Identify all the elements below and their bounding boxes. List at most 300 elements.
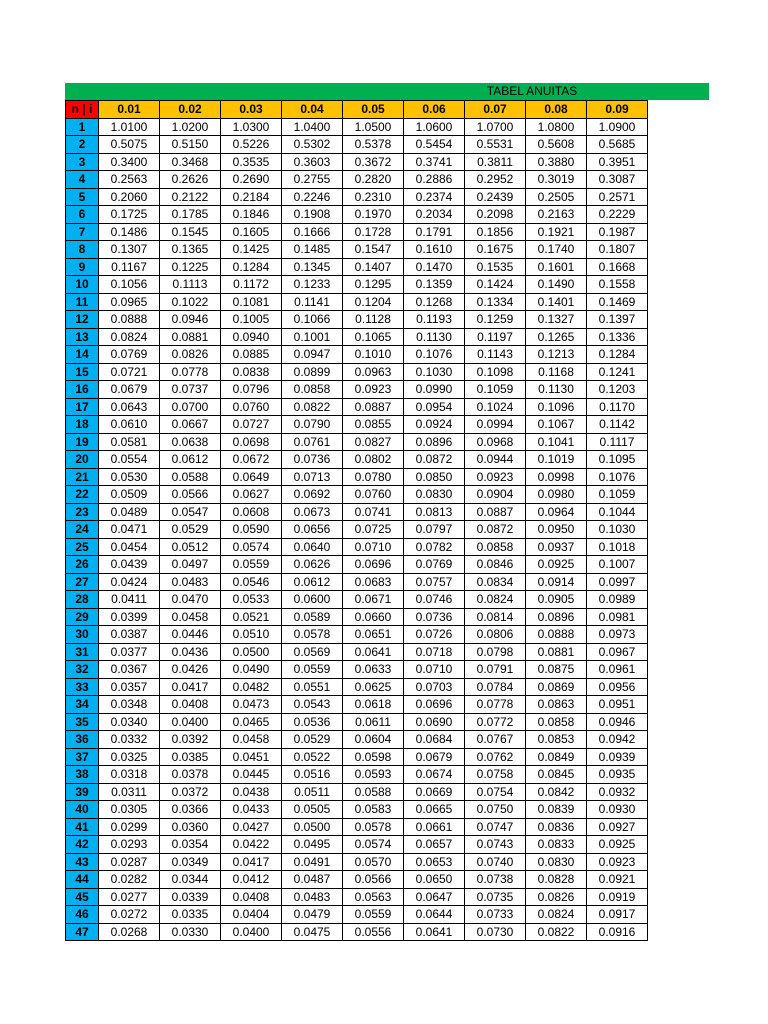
period-cell: 6 [66,206,99,224]
factor-cell: 0.1066 [282,311,343,329]
factor-cell: 0.3880 [526,153,587,171]
factor-cell: 0.0563 [343,888,404,906]
factor-cell: 0.0408 [160,696,221,714]
rate-header: 0.04 [282,101,343,119]
factor-cell: 0.0921 [587,871,648,889]
factor-cell: 0.1241 [587,363,648,381]
factor-cell: 0.0791 [465,661,526,679]
table-row [66,451,648,469]
factor-cell: 0.0600 [282,591,343,609]
factor-cell: 0.0747 [465,818,526,836]
table-body [66,118,648,941]
factor-cell: 0.2571 [587,188,648,206]
factor-cell: 0.1041 [526,433,587,451]
period-cell: 44 [66,871,99,889]
factor-cell: 0.2034 [404,206,465,224]
factor-cell: 0.1081 [221,293,282,311]
factor-cell: 0.0335 [160,906,221,924]
factor-cell: 0.0446 [160,626,221,644]
period-cell: 37 [66,748,99,766]
factor-cell: 0.3019 [526,171,587,189]
factor-cell: 0.1485 [282,241,343,259]
factor-cell: 0.0660 [343,608,404,626]
factor-cell: 0.1030 [587,521,648,539]
table-row [66,556,648,574]
factor-cell: 0.2163 [526,206,587,224]
factor-cell: 0.1056 [99,276,160,294]
factor-cell: 1.0500 [343,118,404,136]
factor-cell: 0.0612 [282,573,343,591]
factor-cell: 0.0625 [343,678,404,696]
factor-cell: 0.0940 [221,328,282,346]
period-cell: 35 [66,713,99,731]
period-cell: 11 [66,293,99,311]
factor-cell: 0.0578 [282,626,343,644]
factor-cell: 0.0546 [221,573,282,591]
factor-cell: 0.0937 [526,538,587,556]
table-row [66,853,648,871]
factor-cell: 0.0925 [587,836,648,854]
table-title: TABEL ANUITAS [486,84,578,98]
factor-cell: 0.0944 [465,451,526,469]
factor-cell: 0.2060 [99,188,160,206]
factor-cell: 0.0661 [404,818,465,836]
factor-cell: 0.0830 [404,486,465,504]
factor-cell: 0.0471 [99,521,160,539]
factor-cell: 0.1168 [526,363,587,381]
table-row [66,153,648,171]
table-row [66,521,648,539]
factor-cell: 0.0738 [465,871,526,889]
factor-cell: 0.0651 [343,626,404,644]
period-cell: 39 [66,783,99,801]
factor-cell: 0.0644 [404,906,465,924]
factor-cell: 0.0598 [343,748,404,766]
period-cell: 38 [66,766,99,784]
factor-cell: 0.2952 [465,171,526,189]
factor-cell: 0.0806 [465,626,526,644]
factor-cell: 0.0348 [99,696,160,714]
factor-cell: 0.0853 [526,731,587,749]
period-cell: 43 [66,853,99,871]
period-cell: 13 [66,328,99,346]
factor-cell: 0.0505 [282,801,343,819]
factor-cell: 0.0923 [587,853,648,871]
factor-cell: 0.0497 [160,556,221,574]
factor-cell: 0.0293 [99,836,160,854]
factor-cell: 0.5226 [221,136,282,154]
factor-cell: 0.0961 [587,661,648,679]
factor-cell: 0.5150 [160,136,221,154]
factor-cell: 0.1397 [587,311,648,329]
table-row [66,171,648,189]
factor-cell: 0.0875 [526,661,587,679]
factor-cell: 0.0422 [221,836,282,854]
factor-cell: 0.0836 [526,818,587,836]
factor-cell: 0.0400 [221,923,282,941]
factor-cell: 0.0305 [99,801,160,819]
factor-cell: 0.0888 [526,626,587,644]
table-row [66,258,648,276]
factor-cell: 0.0916 [587,923,648,941]
factor-cell: 0.0721 [99,363,160,381]
table-row [66,328,648,346]
rate-header: 0.09 [587,101,648,119]
factor-cell: 0.0735 [465,888,526,906]
factor-cell: 0.0700 [160,398,221,416]
factor-cell: 0.0282 [99,871,160,889]
factor-cell: 0.2505 [526,188,587,206]
factor-cell: 0.0569 [282,643,343,661]
factor-cell: 0.2439 [465,188,526,206]
table-row [66,363,648,381]
table-row [66,118,648,136]
factor-cell: 0.5302 [282,136,343,154]
factor-cell: 0.0743 [465,836,526,854]
factor-cell: 0.0612 [160,451,221,469]
period-cell: 29 [66,608,99,626]
factor-cell: 0.0750 [465,801,526,819]
factor-cell: 0.1128 [343,311,404,329]
factor-cell: 0.1725 [99,206,160,224]
factor-cell: 0.0366 [160,801,221,819]
factor-cell: 0.0872 [404,451,465,469]
factor-cell: 0.0392 [160,731,221,749]
factor-cell: 0.0964 [526,503,587,521]
factor-cell: 0.0710 [404,661,465,679]
factor-cell: 0.5531 [465,136,526,154]
factor-cell: 0.0559 [221,556,282,574]
factor-cell: 0.0980 [526,486,587,504]
factor-cell: 0.3951 [587,153,648,171]
factor-cell: 0.0830 [526,853,587,871]
factor-cell: 0.0638 [160,433,221,451]
factor-cell: 0.0696 [404,696,465,714]
factor-cell: 0.0824 [526,906,587,924]
factor-cell: 0.0956 [587,678,648,696]
factor-cell: 0.0769 [404,556,465,574]
period-cell: 7 [66,223,99,241]
title-bar [65,83,709,100]
factor-cell: 0.0483 [282,888,343,906]
factor-cell: 0.1143 [465,346,526,364]
period-cell: 19 [66,433,99,451]
factor-cell: 0.0757 [404,573,465,591]
factor-cell: 0.0914 [526,573,587,591]
factor-cell: 0.0593 [343,766,404,784]
factor-cell: 0.5075 [99,136,160,154]
factor-cell: 0.1265 [526,328,587,346]
factor-cell: 0.0458 [160,608,221,626]
factor-cell: 0.0404 [221,906,282,924]
factor-cell: 0.5378 [343,136,404,154]
factor-cell: 0.0863 [526,696,587,714]
factor-cell: 0.0360 [160,818,221,836]
factor-cell: 0.0516 [282,766,343,784]
period-cell: 15 [66,363,99,381]
period-cell: 23 [66,503,99,521]
table-row [66,713,648,731]
factor-cell: 0.0762 [465,748,526,766]
period-cell: 46 [66,906,99,924]
factor-cell: 0.0998 [526,468,587,486]
factor-cell: 0.0930 [587,801,648,819]
factor-cell: 0.1987 [587,223,648,241]
factor-cell: 0.0665 [404,801,465,819]
period-cell: 41 [66,818,99,836]
factor-cell: 0.0641 [343,643,404,661]
factor-cell: 0.0479 [282,906,343,924]
factor-cell: 0.1193 [404,311,465,329]
factor-cell: 0.1141 [282,293,343,311]
factor-cell: 0.0438 [221,783,282,801]
factor-cell: 0.0454 [99,538,160,556]
factor-cell: 0.2626 [160,171,221,189]
factor-cell: 1.0600 [404,118,465,136]
factor-cell: 0.0511 [282,783,343,801]
factor-cell: 0.1059 [465,381,526,399]
factor-cell: 0.0855 [343,416,404,434]
factor-cell: 0.0332 [99,731,160,749]
factor-cell: 0.0838 [221,363,282,381]
factor-cell: 0.0367 [99,661,160,679]
rate-header: 0.03 [221,101,282,119]
table-row [66,276,648,294]
factor-cell: 0.0782 [404,538,465,556]
factor-cell: 0.0746 [404,591,465,609]
factor-cell: 0.1490 [526,276,587,294]
factor-cell: 0.1113 [160,276,221,294]
factor-cell: 0.1740 [526,241,587,259]
table-row [66,206,648,224]
factor-cell: 0.2246 [282,188,343,206]
period-cell: 3 [66,153,99,171]
factor-cell: 0.2229 [587,206,648,224]
period-cell: 36 [66,731,99,749]
factor-cell: 0.1601 [526,258,587,276]
factor-cell: 0.1401 [526,293,587,311]
factor-cell: 0.0698 [221,433,282,451]
period-cell: 31 [66,643,99,661]
factor-cell: 0.2820 [343,171,404,189]
factor-cell: 0.0797 [404,521,465,539]
factor-cell: 0.1007 [587,556,648,574]
factor-cell: 0.1024 [465,398,526,416]
factor-cell: 0.0904 [465,486,526,504]
factor-cell: 0.0760 [343,486,404,504]
factor-cell: 0.0372 [160,783,221,801]
factor-cell: 0.2098 [465,206,526,224]
factor-cell: 0.2563 [99,171,160,189]
table-row [66,678,648,696]
factor-cell: 0.0451 [221,748,282,766]
period-cell: 12 [66,311,99,329]
factor-cell: 0.0411 [99,591,160,609]
factor-cell: 0.1785 [160,206,221,224]
factor-cell: 0.0718 [404,643,465,661]
factor-cell: 0.0536 [282,713,343,731]
table-row [66,766,648,784]
factor-cell: 0.1098 [465,363,526,381]
table-row [66,818,648,836]
factor-cell: 0.0570 [343,853,404,871]
factor-cell: 0.0899 [282,363,343,381]
factor-cell: 0.0640 [282,538,343,556]
factor-cell: 1.0100 [99,118,160,136]
factor-cell: 0.0491 [282,853,343,871]
period-cell: 2 [66,136,99,154]
factor-cell: 0.0588 [160,468,221,486]
factor-cell: 0.1076 [587,468,648,486]
factor-cell: 0.0885 [221,346,282,364]
factor-cell: 0.0554 [99,451,160,469]
factor-cell: 0.0671 [343,591,404,609]
factor-cell: 0.0741 [343,503,404,521]
factor-cell: 0.0684 [404,731,465,749]
factor-cell: 0.0963 [343,363,404,381]
table-row [66,433,648,451]
factor-cell: 0.1170 [587,398,648,416]
factor-cell: 0.1022 [160,293,221,311]
factor-cell: 0.0522 [282,748,343,766]
factor-cell: 0.0927 [587,818,648,836]
factor-cell: 1.0300 [221,118,282,136]
factor-cell: 0.1846 [221,206,282,224]
factor-cell: 0.0824 [99,328,160,346]
factor-cell: 0.0608 [221,503,282,521]
factor-cell: 0.2755 [282,171,343,189]
factor-cell: 0.0424 [99,573,160,591]
factor-cell: 0.0604 [343,731,404,749]
factor-cell: 0.0839 [526,801,587,819]
factor-cell: 0.1010 [343,346,404,364]
factor-cell: 0.0610 [99,416,160,434]
factor-cell: 0.1336 [587,328,648,346]
factor-cell: 0.1921 [526,223,587,241]
period-cell: 27 [66,573,99,591]
rate-header: 0.01 [99,101,160,119]
factor-cell: 0.0796 [221,381,282,399]
table-row [66,346,648,364]
factor-cell: 0.0710 [343,538,404,556]
factor-cell: 0.0679 [99,381,160,399]
factor-cell: 0.0919 [587,888,648,906]
factor-cell: 0.1365 [160,241,221,259]
factor-cell: 0.2886 [404,171,465,189]
factor-cell: 0.0475 [282,923,343,941]
factor-cell: 0.0656 [282,521,343,539]
factor-cell: 0.0574 [343,836,404,854]
factor-cell: 0.0657 [404,836,465,854]
factor-cell: 0.0736 [282,451,343,469]
factor-cell: 0.0400 [160,713,221,731]
factor-cell: 0.0490 [221,661,282,679]
factor-cell: 0.1675 [465,241,526,259]
factor-cell: 0.0887 [343,398,404,416]
period-cell: 28 [66,591,99,609]
factor-cell: 0.0942 [587,731,648,749]
factor-cell: 1.0700 [465,118,526,136]
factor-cell: 0.0325 [99,748,160,766]
table-row [66,503,648,521]
factor-cell: 0.0947 [282,346,343,364]
factor-cell: 0.0272 [99,906,160,924]
factor-cell: 0.1233 [282,276,343,294]
factor-cell: 1.0800 [526,118,587,136]
factor-cell: 0.0354 [160,836,221,854]
period-cell: 45 [66,888,99,906]
period-cell: 22 [66,486,99,504]
factor-cell: 0.0784 [465,678,526,696]
factor-cell: 0.0533 [221,591,282,609]
factor-cell: 0.0458 [221,731,282,749]
table-row [66,608,648,626]
factor-cell: 0.0845 [526,766,587,784]
factor-cell: 1.0900 [587,118,648,136]
factor-cell: 0.0500 [282,818,343,836]
factor-cell: 0.0849 [526,748,587,766]
factor-cell: 0.0473 [221,696,282,714]
factor-cell: 0.1030 [404,363,465,381]
factor-cell: 0.0633 [343,661,404,679]
factor-cell: 0.0287 [99,853,160,871]
period-cell: 42 [66,836,99,854]
table-row [66,136,648,154]
period-cell: 40 [66,801,99,819]
factor-cell: 0.0377 [99,643,160,661]
factor-cell: 0.1856 [465,223,526,241]
factor-cell: 0.3672 [343,153,404,171]
factor-cell: 0.0427 [221,818,282,836]
period-cell: 25 [66,538,99,556]
factor-cell: 0.0754 [465,783,526,801]
table-row [66,783,648,801]
factor-cell: 0.0487 [282,871,343,889]
factor-cell: 0.0344 [160,871,221,889]
factor-cell: 0.0690 [404,713,465,731]
period-cell: 9 [66,258,99,276]
factor-cell: 0.0736 [404,608,465,626]
factor-cell: 0.0556 [343,923,404,941]
factor-cell: 0.0802 [343,451,404,469]
table-row [66,626,648,644]
period-cell: 18 [66,416,99,434]
factor-cell: 0.0973 [587,626,648,644]
factor-cell: 0.1213 [526,346,587,364]
factor-cell: 0.0588 [343,783,404,801]
factor-cell: 0.0798 [465,643,526,661]
factor-cell: 0.0589 [282,608,343,626]
factor-cell: 0.1334 [465,293,526,311]
factor-cell: 0.0778 [465,696,526,714]
table-row [66,468,648,486]
factor-cell: 0.0268 [99,923,160,941]
factor-cell: 0.0611 [343,713,404,731]
table-row [66,486,648,504]
factor-cell: 0.0758 [465,766,526,784]
factor-cell: 0.0858 [465,538,526,556]
factor-cell: 0.0436 [160,643,221,661]
factor-cell: 0.0834 [465,573,526,591]
factor-cell: 0.2374 [404,188,465,206]
factor-cell: 0.2310 [343,188,404,206]
period-cell: 47 [66,923,99,941]
corner-label: n | i [66,101,99,119]
table-row [66,731,648,749]
factor-cell: 0.1284 [221,258,282,276]
factor-cell: 0.0311 [99,783,160,801]
factor-cell: 0.0733 [465,906,526,924]
